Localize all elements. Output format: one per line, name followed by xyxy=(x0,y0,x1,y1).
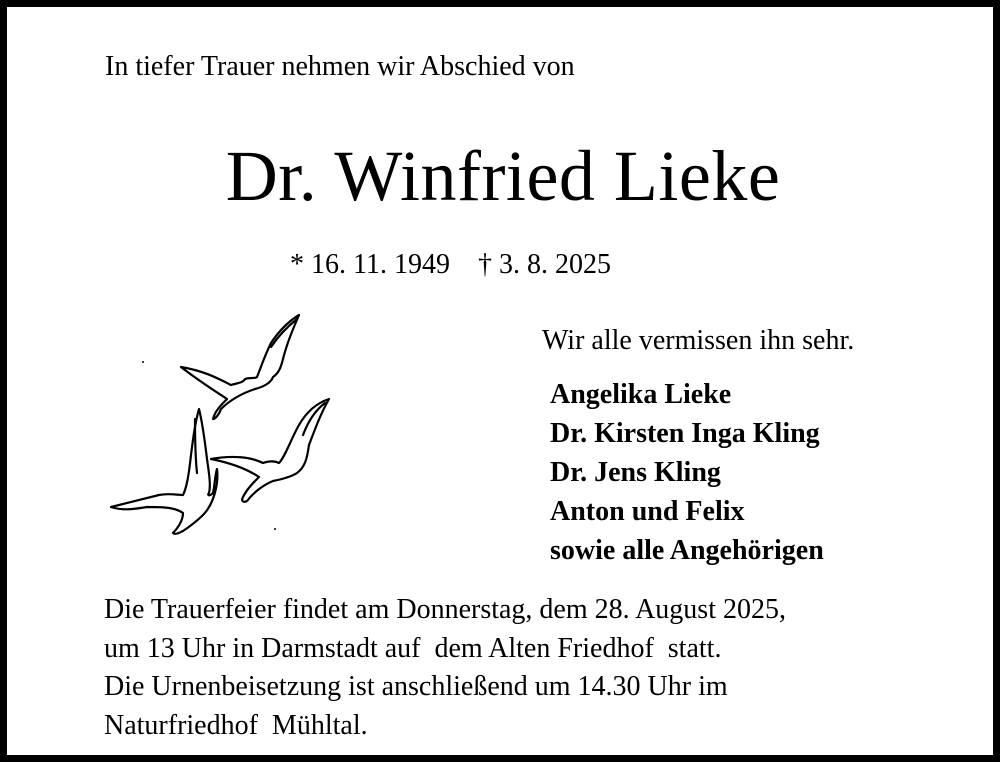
mourner-name: Angelika Lieke xyxy=(550,379,732,410)
notice-line: um 13 Uhr in Darmstadt auf dem Alten Friedhof statt. xyxy=(104,632,722,664)
intro-text: In tiefer Trauer nehmen wir Abschied von xyxy=(105,51,575,82)
life-dates xyxy=(290,249,611,281)
death-date: † 3. 8. 2025 xyxy=(477,249,611,280)
notice-line: Die Trauerfeier findet am Donnerstag, dem 28. August 2025, xyxy=(104,594,786,625)
mourners-list xyxy=(550,375,824,570)
notice-line: Die Urnenbeisetzung ist anschließend um 14.30 Uhr im xyxy=(104,671,728,702)
missed-line: Wir alle vermissen ihn sehr. xyxy=(542,325,855,356)
birth-date: * 16. 11. 1949 xyxy=(290,249,450,280)
deceased-name: Dr. Winfried Lieke xyxy=(225,136,781,216)
mourner-name: Dr. Kirsten Inga Kling xyxy=(550,418,820,449)
mourner-name: Anton und Felix xyxy=(550,496,745,527)
notice-line: Naturfriedhof Mühltal. xyxy=(104,709,368,741)
mourner-name: Dr. Jens Kling xyxy=(550,457,721,488)
flying-birds-icon xyxy=(103,307,353,547)
funeral-notice xyxy=(104,591,786,745)
mourner-name: sowie alle Angehörigen xyxy=(550,535,824,566)
